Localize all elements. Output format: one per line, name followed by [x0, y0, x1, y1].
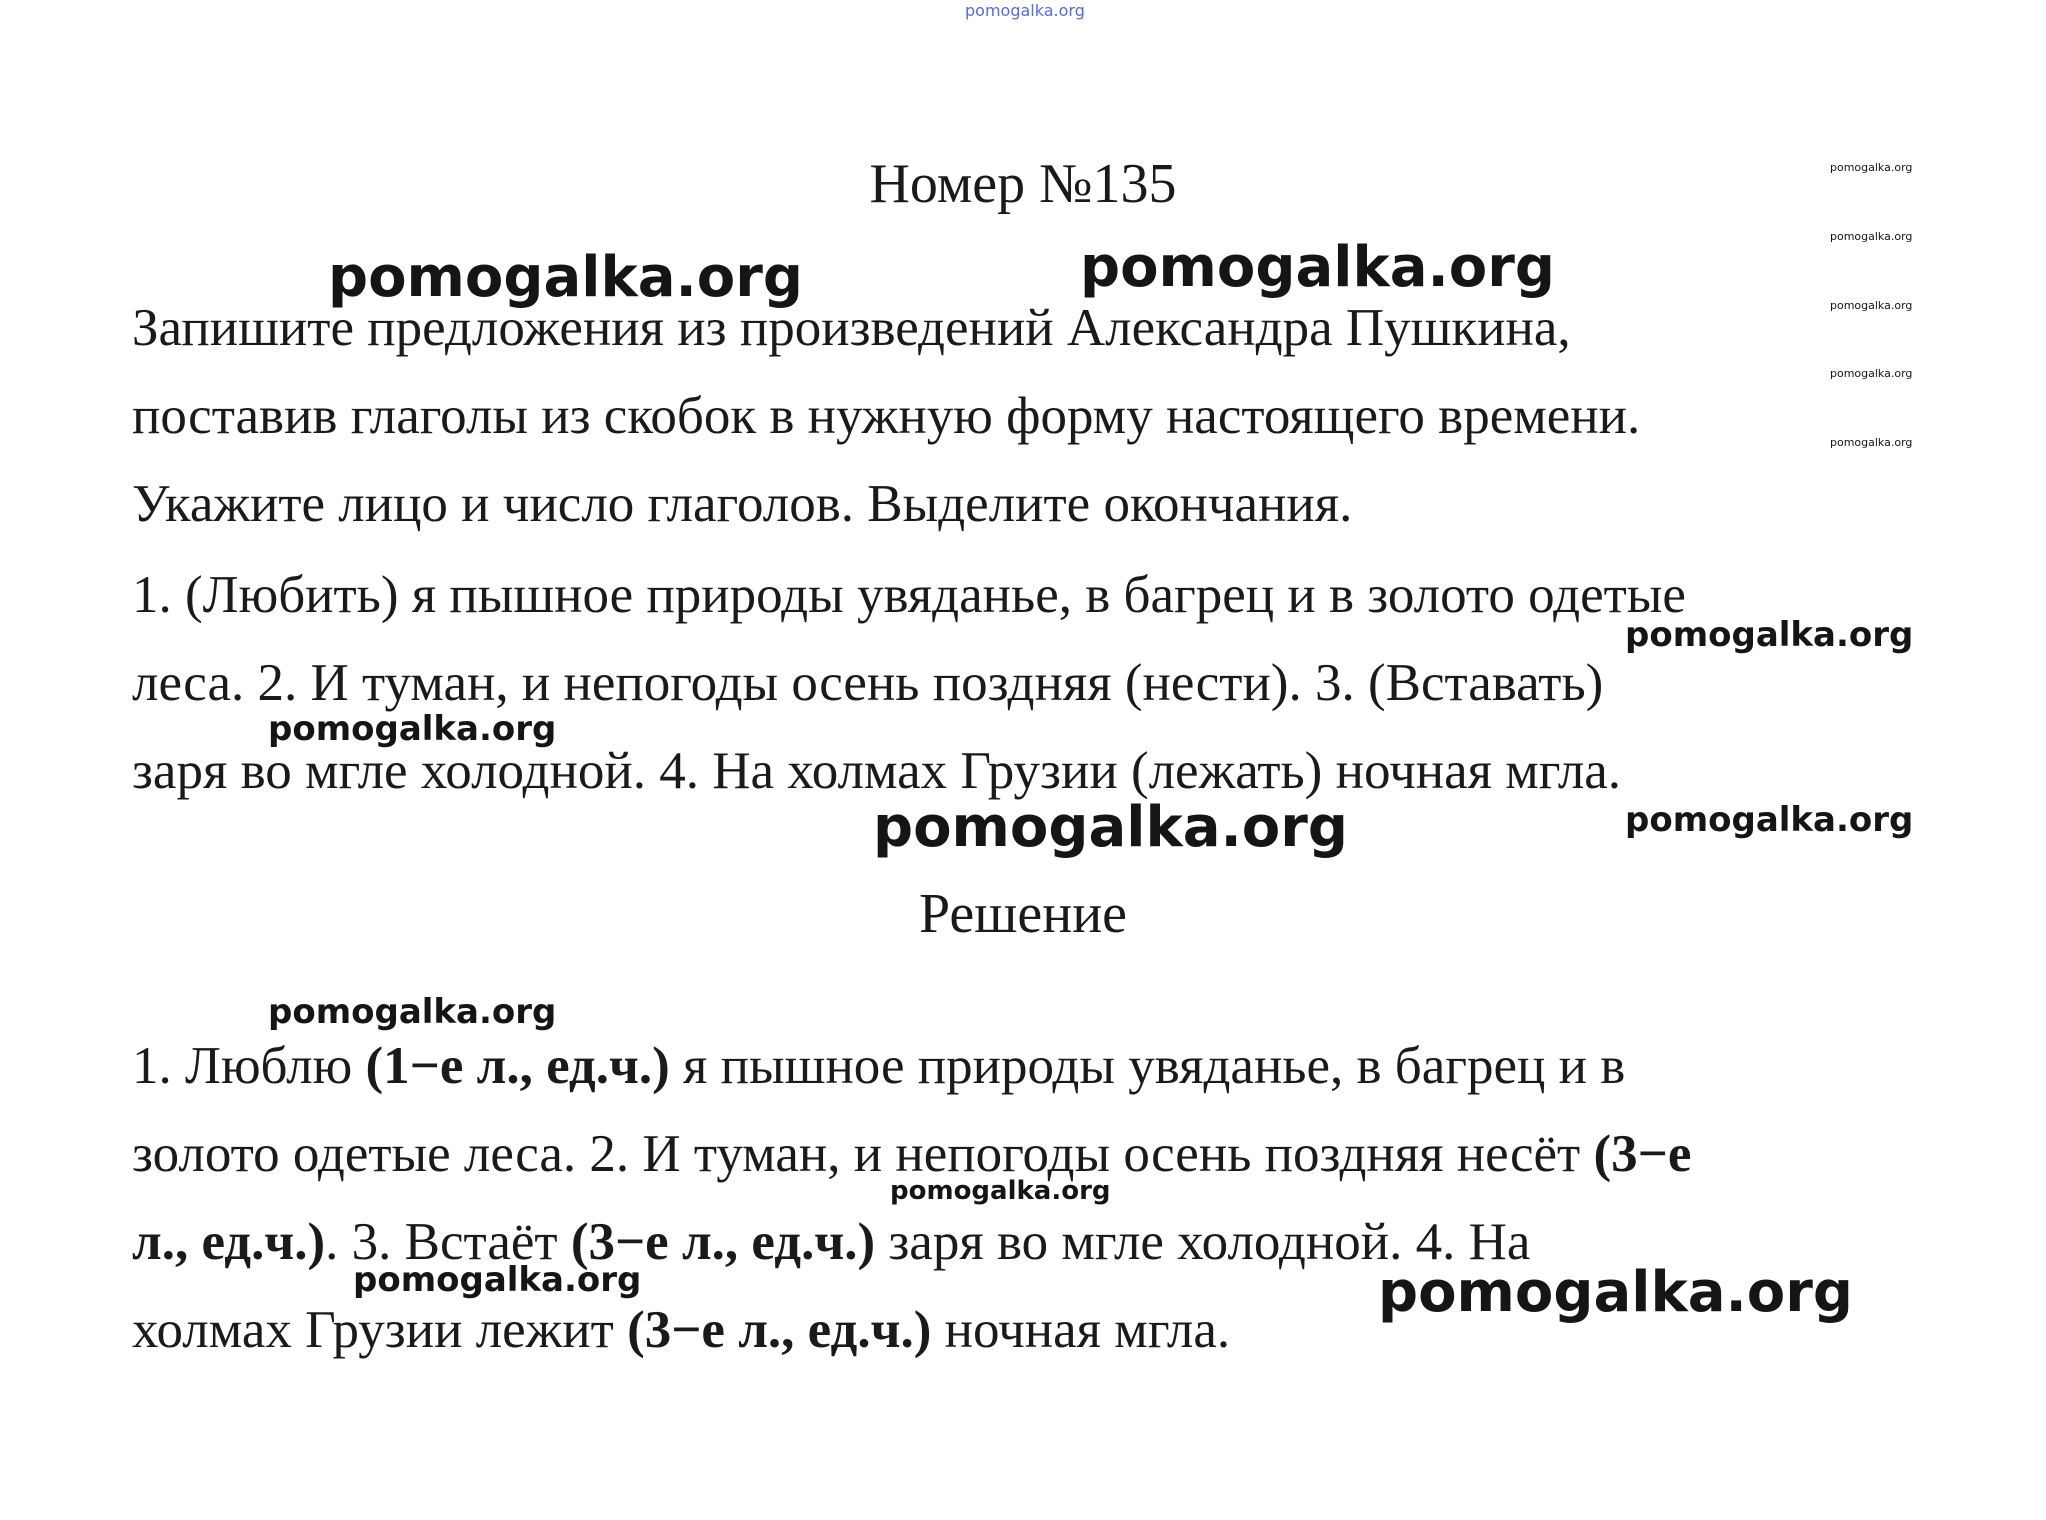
watermark: pomogalka.org	[353, 1260, 642, 1300]
solution-text-run: золото одетые леса. 2. И туман, и непогоды осень поздняя несёт	[132, 1125, 1594, 1183]
watermark: pomogalka.org	[268, 709, 557, 749]
watermark: pomogalka.org	[1830, 299, 1913, 312]
verb-person-number: (3−е л., ед.ч.)	[570, 1213, 876, 1271]
verb-person-number: (3−е	[1593, 1125, 1692, 1183]
solution-text-run: я пышное природы увяданье, в багрец и в	[669, 1037, 1626, 1095]
watermark: pomogalka.org	[1830, 436, 1913, 449]
task-line: Укажите лицо и число глаголов. Выделите окончания.	[132, 475, 1353, 533]
solution-heading: Решение	[918, 883, 1128, 945]
solution-text-run: . 3. Встаёт	[325, 1213, 571, 1271]
exercise-line: леса. 2. И туман, и непогоды осень поздняя (нести). 3. (Вставать)	[132, 654, 1604, 712]
watermark: pomogalka.org	[328, 245, 803, 310]
task-line: поставив глаголы из скобок в нужную форму настоящего времени.	[132, 387, 1641, 445]
exercise-line: заря во мгле холодной. 4. На холмах Грузии (лежать) ночная мгла.	[132, 742, 1622, 800]
watermark: pomogalka.org	[1378, 1260, 1853, 1325]
task-line: Запишите предложения из произведений Александра Пушкина,	[132, 299, 1571, 357]
verb-person-number: л., ед.ч.)	[132, 1213, 326, 1271]
watermark: pomogalka.org	[1830, 161, 1913, 174]
page-title: Номер №135	[869, 153, 1177, 215]
verb-person-number: (1−е л., ед.ч.)	[365, 1037, 670, 1095]
solution-text-run: холмах Грузии лежит	[132, 1301, 628, 1359]
watermark: pomogalka.org	[1830, 230, 1913, 243]
watermark: pomogalka.org	[1830, 367, 1913, 380]
watermark: pomogalka.org	[1080, 235, 1555, 300]
watermark: pomogalka.org	[1625, 800, 1914, 840]
solution-text-run: ночная мгла.	[931, 1301, 1231, 1359]
watermark: pomogalka.org	[890, 1176, 1111, 1206]
exercise-text	[132, 551, 1932, 815]
watermark: pomogalka.org	[268, 992, 557, 1032]
solution-line	[132, 1022, 1932, 1110]
verb-person-number: (3−е л., ед.ч.)	[627, 1301, 932, 1359]
task-instructions	[132, 284, 1932, 548]
solution-text-run: 1. Люблю	[132, 1037, 366, 1095]
watermark: pomogalka.org	[1625, 615, 1914, 655]
site-header-watermark: pomogalka.org	[965, 1, 1085, 20]
solution-text-run: заря во мгле холодной. 4. На	[875, 1213, 1531, 1271]
watermark: pomogalka.org	[873, 795, 1348, 860]
exercise-line: 1. (Любить) я пышное природы увяданье, в багрец и в золото одетые	[132, 566, 1686, 624]
